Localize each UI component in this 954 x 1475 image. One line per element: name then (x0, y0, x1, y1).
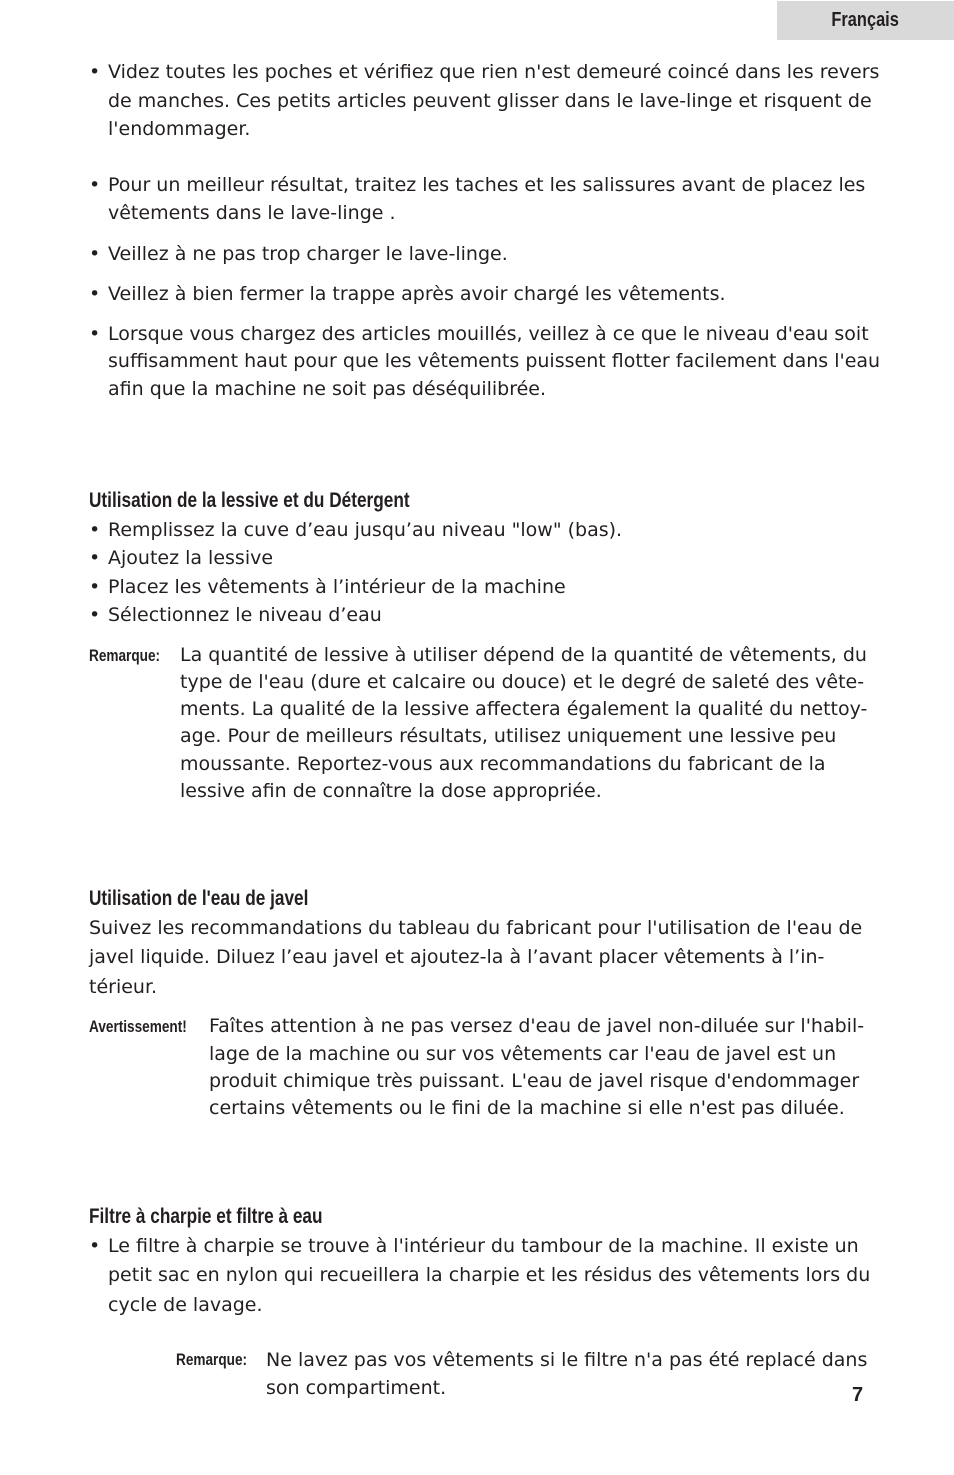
bleach-warning (89, 1013, 869, 1122)
list-item: • Remplissez la cuve d’eau jusqu’au niveau "low" (bas). (89, 516, 869, 545)
page-content (89, 58, 881, 1403)
list-item: • Sélectionnez le niveau d’eau (89, 601, 869, 630)
list-item: • Lorsque vous chargez des articles mouillés, veillez à ce que le niveau d'eau soit suffisamment haut pour que les vêtements puissent flotter facilement dans l'eau afin que la machine ne soit pas déséquilibrée. (89, 321, 883, 404)
warning-label: Avertissement! (89, 1017, 187, 1037)
section-title: Filtre à charpie et filtre à eau (89, 1205, 323, 1229)
filter-section (89, 1203, 869, 1402)
list-item: • Veillez à bien fermer la trappe après avoir chargé les vêtements. (89, 280, 869, 309)
bleach-section (89, 885, 869, 1122)
detergent-section (89, 487, 869, 805)
detergent-list (89, 516, 869, 630)
language-label: Français (831, 9, 900, 31)
note-label: Remarque: (176, 1349, 248, 1369)
note-text: La quantité de lessive à utiliser dépend de la quantité de vêtements, du type de l'eau (dure et calcaire ou douce) et le degré de saleté des vête-ments. La qualité de la lessive affectera également la qualité du nettoy-age. Pour de meilleurs résultats, utilisez uniquement une lessive peu moussante. Reportez-vous aux recommandations du fabricant de la lessive afin de connaître la dose appropriée. (180, 643, 868, 802)
list-item: • Ajoutez la lessive (89, 544, 869, 573)
language-tab (777, 1, 954, 40)
list-item: • Placez les vêtements à l’intérieur de la machine (89, 573, 869, 602)
list-item: • Videz toutes les poches et vérifiez que rien n'est demeuré coincé dans les revers de manches. Ces petits articles peuvent glisser dans le lave-linge et risquent de l'endommager. (89, 58, 880, 144)
detergent-note (89, 642, 869, 806)
filter-note (89, 1346, 869, 1403)
note-label: Remarque: (89, 645, 161, 665)
section-title: Utilisation de l'eau de javel (89, 887, 309, 911)
intro-list (89, 58, 881, 403)
note-text: Ne lavez pas vos vêtements si le filtre n'a pas été replacé dans son compartiment. (266, 1348, 868, 1400)
list-item: • Le filtre à charpie se trouve à l'intérieur du tambour de la machine. Il existe un petit sac en nylon qui recueillera la charpie et les résidus des vêtements lors du cycle de lavage. (89, 1232, 883, 1320)
page-number: 7 (852, 1384, 864, 1406)
warning-text: Faîtes attention à ne pas versez d'eau de javel non-diluée sur l'habil-lage de la machine ou sur vos vêtements car l'eau de javel est un produit chimique très puissant. L'eau de javel risque d'endommager certains vêtements ou le fini de la machine si elle n'est pas diluée. (209, 1015, 865, 1120)
bleach-text: Suivez les recommandations du tableau du fabricant pour l'utilisation de l'eau de javel liquide. Diluez l’eau javel et ajoutez-la à l’avant placer vêtements à l’in-térieur. (89, 916, 863, 998)
list-item: • Pour un meilleur résultat, traitez les taches et les salissures avant de placez les vêtements dans le lave-linge . (89, 171, 880, 228)
section-title: Utilisation de la lessive et du Détergent (89, 489, 410, 512)
list-item: • Veillez à ne pas trop charger le lave-linge. (89, 240, 869, 269)
